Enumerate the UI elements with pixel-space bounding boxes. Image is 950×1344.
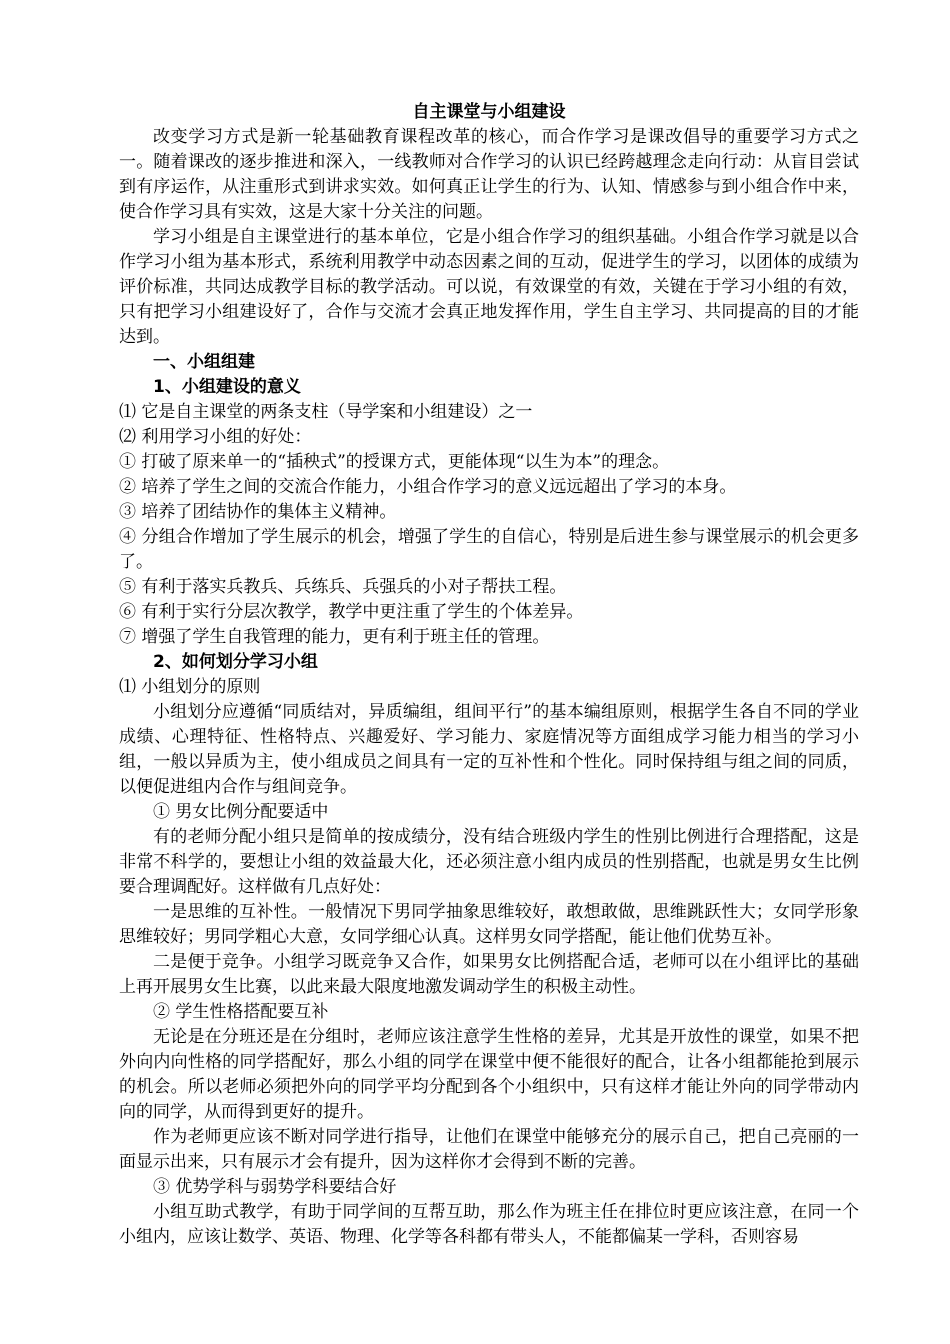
list-item: ③ 培养了团结协作的集体主义精神。 (119, 502, 397, 522)
intro-paragraph: 改变学习方式是新一轮基础教育课程改革的核心，而合作学习是课改倡导的重要学习方式之一。随着课改的逐步推进和深入，一线教师对合作学习的认识已经跨越理念走向行动：从盲目尝试到有序运作，从注重形式到讲求实效。如何真正让学生的行为、认知、情感参与到小组合作中来，使合作学习具有实效，这是大家十分关注的问题。 (119, 127, 859, 222)
list-item: ⑦ 增强了学生自我管理的能力，更有利于班主任的管理。 (119, 627, 550, 647)
body-paragraph: 作为老师更应该不断对同学进行指导，让他们在课堂中能够充分的展示自己，把自己亮丽的一面显示出来，只有展示才会有提升，因为这样你才会得到不断的完善。 (119, 1127, 859, 1172)
list-item: ② 培养了学生之间的交流合作能力，小组合作学习的意义远远超出了学习的本身。 (119, 477, 737, 497)
document-title: 自主课堂与小组建设 (412, 102, 566, 122)
subsection-heading: 1、小组建设的意义 (153, 377, 301, 397)
list-item: ⑤ 有利于落实兵教兵、兵练兵、兵强兵的小对子帮扶工程。 (119, 577, 567, 597)
body-paragraph: 无论是在分班还是在分组时，老师应该注意学生性格的差异，尤其是开放性的课堂，如果不把外向内向性格的同学搭配好，那么小组的同学在课堂中便不能很好的配合，让各小组都能抢到展示的机会。所以老师必须把外向的同学平均分配到各个小组织中，只有这样才能让外向的同学带动内向的同学，从而得到更好的提升。 (119, 1027, 859, 1122)
point-label: ② 学生性格搭配要互补 (153, 1002, 329, 1022)
subsection-heading: 2、如何划分学习小组 (153, 652, 318, 672)
document-page (119, 100, 859, 1250)
section-heading: 一、小组组建 (153, 352, 255, 372)
point-label: ③ 优势学科与弱势学科要结合好 (153, 1177, 397, 1197)
list-item: ⑥ 有利于实行分层次教学，教学中更注重了学生的个体差异。 (119, 602, 584, 622)
body-paragraph: 小组互助式教学，有助于同学间的互帮互助，那么作为班主任在排位时更应该注意，在同一个小组内，应该让数学、英语、物理、化学等各科都有带头人，不能都偏某一学科，否则容易 (119, 1202, 859, 1247)
principle-label: ⑴ 小组划分的原则 (119, 677, 261, 697)
principle-paragraph: 小组划分应遵循“同质结对，异质编组，组间平行”的基本编组原则，根据学生各自不同的学业成绩、心理特征、性格特点、兴趣爱好、学习能力、家庭情况等方面组成学习能力相当的学习小组，一般以异质为主，使小组成员之间具有一定的互补性和个性化。同时保持组与组之间的同质，以便促进组内合作与组间竞争。 (119, 702, 859, 797)
list-item: ④ 分组合作增加了学生展示的机会，增强了学生的自信心，特别是后进生参与课堂展示的机会更多了。 (119, 527, 859, 572)
list-item: ⑵ 利用学习小组的好处： (119, 427, 312, 447)
body-paragraph: 二是便于竞争。小组学习既竞争又合作，如果男女比例搭配合适，老师可以在小组评比的基础上再开展男女生比赛，以此来最大限度地激发调动学生的积极主动性。 (119, 952, 859, 997)
body-paragraph: 有的老师分配小组只是简单的按成绩分，没有结合班级内学生的性别比例进行合理搭配，这是非常不科学的，要想让小组的效益最大化，还必须注意小组内成员的性别搭配，也就是男女生比例要合理调配好。这样做有几点好处： (119, 827, 859, 897)
body-paragraph: 一是思维的互补性。一般情况下男同学抽象思维较好，敢想敢做，思维跳跃性大；女同学形象思维较好；男同学粗心大意，女同学细心认真。这样男女同学搭配，能让他们优势互补。 (119, 902, 859, 947)
list-item: ⑴ 它是自主课堂的两条支柱（导学案和小组建设）之一 (119, 402, 533, 422)
intro-paragraph: 学习小组是自主课堂进行的基本单位，它是小组合作学习的组织基础。小组合作学习就是以合作学习小组为基本形式，系统利用教学中动态因素之间的互动，促进学生的学习，以团体的成绩为评价标准，共同达成教学目标的教学活动。可以说，有效课堂的有效，关键在于学习小组的有效，只有把学习小组建设好了，合作与交流才会真正地发挥作用，学生自主学习、共同提高的目的才能达到。 (119, 227, 859, 347)
point-label: ① 男女比例分配要适中 (153, 802, 329, 822)
list-item: ① 打破了原来单一的“插秧式”的授课方式，更能体现“以生为本”的理念。 (119, 452, 670, 472)
